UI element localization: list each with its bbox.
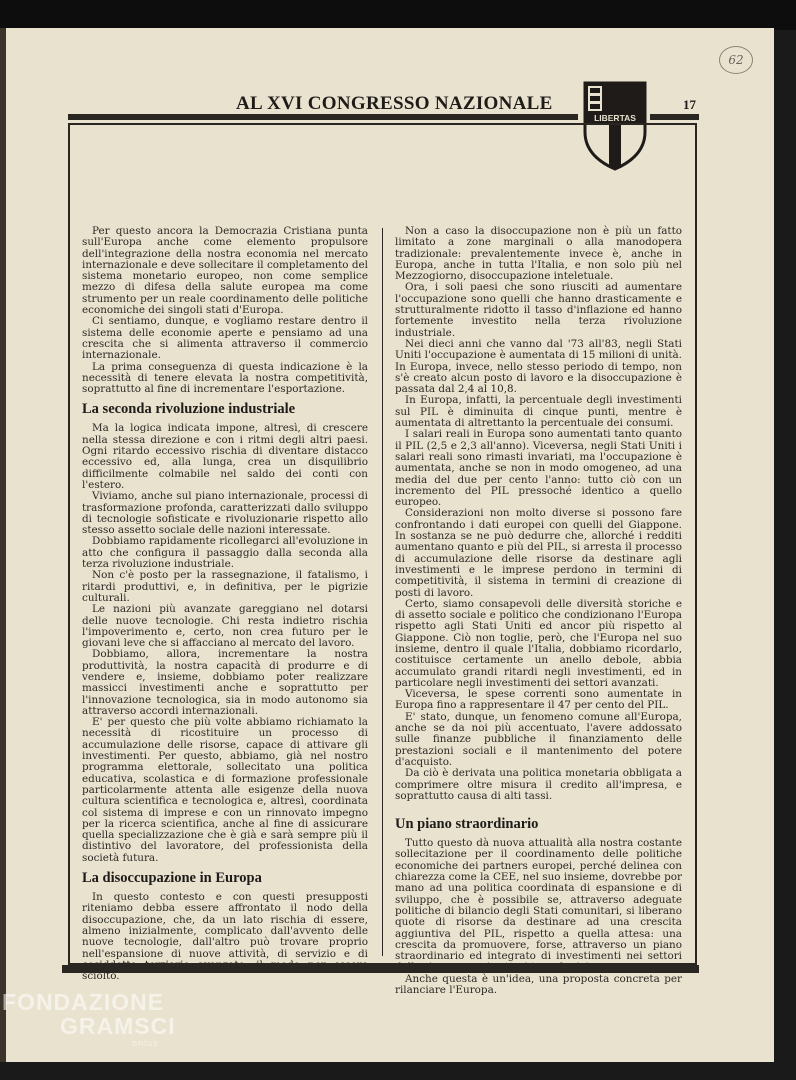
paragraph: I salari reali in Europa sono aumentati tanto quanto il PIL (2,5 e 2,3 all'anno). Viceversa, negli Stati Uniti i salari reali sono rimasti invariati, ma l'occupazione è aumentata, anche se non in modo omogeneo, ad una media del due per cento l'anno: tutto ciò con un incremento del PIL pressoché identico a quello europeo.	[395, 428, 682, 509]
paragraph: In Europa, infatti, la percentuale degli investimenti sul PIL è diminuita di cinque punti, mentre è aumentata di altrettanto la percentuale dei consumi.	[395, 394, 682, 430]
paragraph: Dobbiamo rapidamente ricollegarci all'evoluzione in atto che configura il passaggio dalla seconda alla terza rivoluzione industriale.	[82, 535, 368, 571]
paragraph: E' per questo che più volte abbiamo richiamato la necessità di ricostituire un processo di accumulazione delle risorse, capace di attivare gli investimenti. Per questo, abbiamo, già nel nostro programma elettorale, sollecitato una politica educativa, scolastica e di formazione professionale particolarmente attenta alle esigenze della nuova cultura scientifica e tecnologica e, altresì, coordinata col sistema di imprese e con un rinnovato impegno per la ricerca scientifica, anche al fine di assicurare quella specializzazione che è già e sarà sempre più il distintivo del lavoratore, del professionista della società futura.	[82, 716, 368, 864]
paragraph: Viceversa, le spese correnti sono aumentate in Europa fino a rappresentare il 47 per cento del PIL.	[395, 688, 682, 712]
paragraph: Le nazioni più avanzate gareggiano nel dotarsi delle nuove tecnologie. Chi resta indietro rischia l'impoverimento e, certo, non crea futuro per le giovani leve che si affacciano al mercato del lavoro.	[82, 603, 368, 650]
paragraph: Non c'è posto per la rassegnazione, il fatalismo, i ritardi produttivi, e, in definitiva, per le pigrizie culturali.	[82, 569, 368, 604]
paragraph: Anche questa è un'idea, una proposta concreta per rilanciare l'Europa.	[395, 972, 682, 996]
paragraph: Ci sentiamo, dunque, e vogliamo restare dentro il sistema delle economie aperte e pensiamo ad una crescita che si alimenta attraverso il commercio internazionale.	[82, 315, 368, 362]
column-divider	[382, 228, 383, 956]
watermark-line-2: GRAMSCI	[60, 1013, 176, 1039]
header-rule-left	[68, 114, 578, 120]
libertas-logo-text: LIBERTAS	[594, 113, 636, 123]
section-heading-disoccupazione: La disoccupazione in Europa	[82, 870, 262, 887]
paragraph: In questo contesto e con questi presupposti riteniamo debba essere affrontato il nodo della disoccupazione, che, da un lato rischia di essere, almeno inizialmente, complicato dall'avvento delle nuove tecnologie, dall'altro può trovare proprio nell'espansione di nuove attività, di servizio e di cosiddetto terziario avanzato, il modo per essere sciolto.	[82, 891, 368, 983]
section-heading-piano-straordinario: Un piano straordinario	[395, 816, 539, 833]
paragraph: Ma la logica indicata impone, altresì, di crescere nella stessa direzione e con i ritmi degli altri paesi. Ogni ritardo eccessivo rischia di diventare distacco eccessivo ed, alla lunga, crea un disquilibrio difficilmente colmabile nel saldo dei conti con l'estero.	[82, 422, 368, 491]
scanner-top-border	[0, 0, 796, 30]
paragraph: Considerazioni non molto diverse si possono fare confrontando i dati europei con quelli del Giappone. In sostanza se ne può dedurre che, allorché i redditi aumentano quanto e più del PIL, si arresta il processo di accumulazione delle risorse da destinare agli investimenti e le imprese perdono in termini di competitività, il sistema in termini di creazione di posti di lavoro.	[395, 507, 682, 599]
paragraph: La prima conseguenza di questa indicazione è la necessità di tenere elevata la nostra competitività, soprattutto al fine di incrementare l'esportazione.	[82, 360, 368, 396]
fondazione-gramsci-watermark	[2, 990, 176, 1048]
paragraph: Viviamo, anche sul piano internazionale, processi di trasformazione profonda, caratterizzati dallo sviluppo di tecnologie sofisticate e rivoluzionarie rispetto allo stesso assetto sociale delle nazioni interessate.	[82, 490, 368, 537]
watermark-line-3: onlus	[132, 1038, 159, 1048]
paragraph: Dobbiamo, allora, incrementare la nostra produttività, la nostra capacità di produrre e di vendere e, insieme, dobbiamo poter realizzare massicci investimenti anche e soprattutto per l'innovazione tecnologica, sia in modo autonomo sia attraverso accordi internazionali.	[82, 648, 368, 717]
archive-page-annotation: 62	[719, 46, 753, 74]
paragraph: Tutto questo dà nuova attualità alla nostra costante sollecitazione per il coordinamento delle politiche economiche dei partners europei, perché delinea con chiarezza come la CEE, nel suo insieme, dovrebbe por mano ad una politica coordinata di espansione e di sviluppo, che è possibile se, attraverso adeguate politiche di bilancio degli Stati comunitari, si liberano quote di risorse da destinare ad una crescita aggiuntiva del PIL, rispetto a quella attesa: una crescita da promuovere, forse, attraverso un piano straordinario ed integrato di investimenti nei settori della ricerca e nei settori tecnologici.	[395, 837, 682, 974]
paragraph: Non a caso la disoccupazione non è più un fatto limitato a zone marginali o alla manodopera tradizionale: prevalentemente invece è, anche in Europa, anche in tutta l'Italia, e non solo più nel Mezzogiorno, disoccupazione inteletuale.	[395, 225, 682, 283]
section-heading-seconda-rivoluzione: La seconda rivoluzione industriale	[82, 401, 296, 418]
paragraph: Ora, i soli paesi che sono riusciti ad aumentare l'occupazione sono quelli che hanno drasticamente e strutturalmente ridotto il tasso d'inflazione ed hanno fortemente investito nella terza rivoluzione industriale.	[395, 281, 682, 339]
paragraph: Certo, siamo consapevoli delle diversità storiche e di assetto sociale e politico che condizionano l'Europa rispetto agli Stati Uniti ed ancor più rispetto al Giappone. Ciò non toglie, però, che l'Europa nel suo insieme, dentro il quale l'Italia, dobbiamo ricordarlo, costituisce certamente un anello debole, abbia accumulato grandi ritardi negli investimenti, ed in particolare negli investimenti dei settori avanzati.	[395, 597, 682, 689]
paragraph: Da ciò è derivata una politica monetaria obbligata a comprimere oltre misura il credito all'impresa, e soprattutto causa di alti tassi.	[395, 767, 682, 802]
paragraph: E' stato, dunque, un fenomeno comune all'Europa, anche se da noi più accentuato, l'avere addossato sulle finanze pubbliche il finanziamento delle prestazioni sociali e il mantenimento del potere d'acquisto.	[395, 710, 682, 768]
paragraph: Nei dieci anni che vanno dal '73 all'83, negli Stati Uniti l'occupazione è aumentata di 15 milioni di unità. In Europa, invece, nello stesso periodo di tempo, non s'è creato alcun posto di lavoro e la disoccupazione è passata dal 2,4 al 10,8.	[395, 337, 682, 396]
page-number: 17	[683, 97, 696, 112]
watermark-line-1: FONDAZIONE	[2, 989, 165, 1015]
header-rule-right	[650, 114, 699, 120]
paragraph: Per questo ancora la Democrazia Cristiana punta sull'Europa anche come elemento propulsore dell'integrazione della nostra economia nel mercato internazionale e deve sollecitare il completamento del sistema monetario europeo, non come semplice mezzo di difesa della salute europea ma come strumento per un reale coordinamento delle politiche economiche dei singoli stati d'Europa.	[82, 225, 368, 317]
left-column	[82, 226, 368, 982]
right-column	[395, 226, 682, 996]
page-heading: AL XVI CONGRESSO NAZIONALE	[236, 93, 553, 114]
